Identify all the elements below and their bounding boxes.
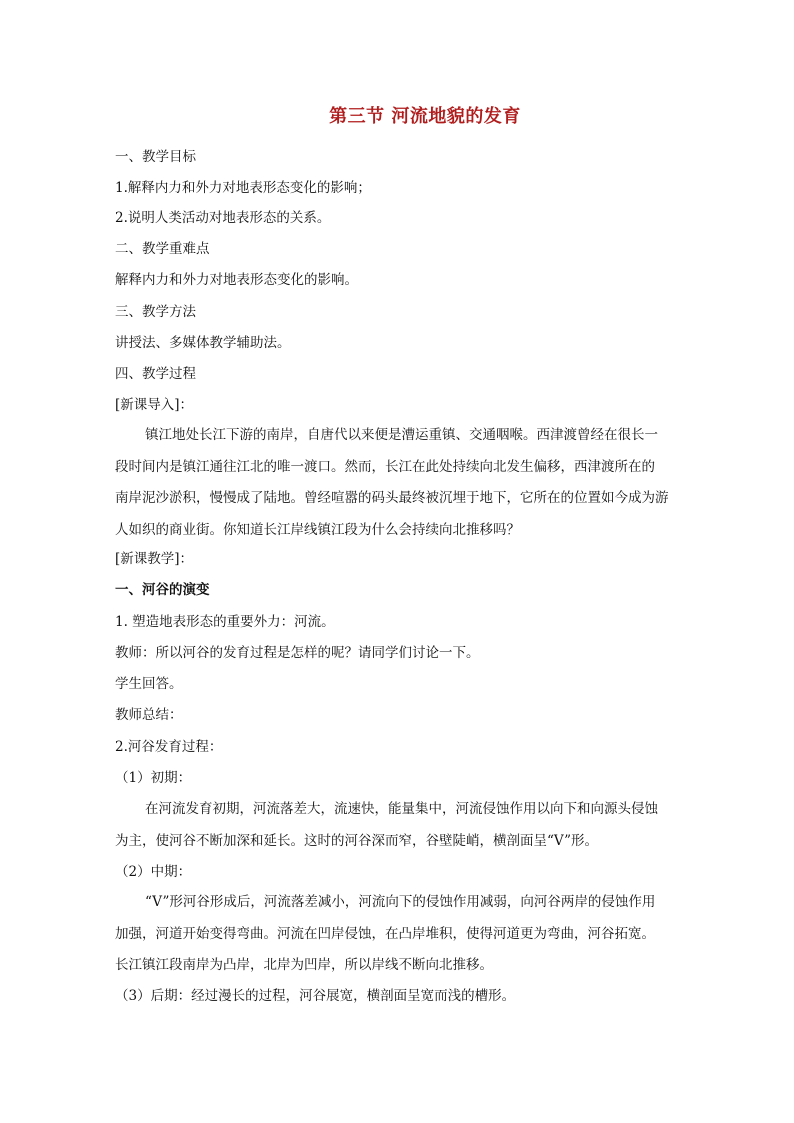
teacher-summary-label: 教师总结： (115, 707, 183, 723)
section-heading-process: 四、教学过程 (115, 366, 196, 382)
mid-paragraph (115, 887, 681, 982)
mid-line: “V”形河谷形成后，河流落差减小，河流向下的侵蚀作用减弱，向河谷两岸的侵蚀作用 (145, 894, 656, 910)
stage-early-label: （1）初期： (115, 770, 192, 786)
point-1: 1. 塑造地表形态的重要外力：河流。 (115, 614, 335, 630)
section-heading-objectives: 一、教学目标 (115, 149, 196, 165)
new-teaching-label: [新课教学]： (115, 551, 194, 567)
early-line: 在河流发育初期，河流落差大，流速快，能量集中，河流侵蚀作用以向下和向源头侵蚀 (145, 801, 658, 817)
mid-line: 加强，河道开始变得弯曲。河流在凹岸侵蚀，在凸岸堆积，使得河道更为弯曲，河谷拓宽。 (115, 925, 655, 942)
new-lesson-intro-label: [新课导入]： (115, 397, 194, 413)
intro-line: 镇江地处长江下游的南岸，自唐代以来便是漕运重镇、交通咽喉。西津渡曾经在很长一 (145, 427, 658, 443)
stage-late-line: （3）后期：经过漫长的过程，河谷展宽，横剖面呈宽而浅的槽形。 (115, 988, 516, 1004)
key-point-text: 解释内力和外力对地表形态变化的影响。 (115, 272, 358, 288)
section-heading-key-points: 二、教学重难点 (115, 241, 210, 257)
intro-line: 段时间内是镇江通往江北的唯一渡口。然而，长江在此处持续向北发生偏移，西津渡所在的 (115, 458, 655, 475)
teacher-question: 教师：所以河谷的发育过程是怎样的呢？请同学们讨论一下。 (115, 645, 480, 661)
early-line: 为主，使河谷不断加深和延长。这时的河谷深而窄，谷壁陡峭，横剖面呈“V”形。 (115, 832, 599, 849)
intro-line: 人如织的商业街。你知道长江岸线镇江段为什么会持续向北推移吗？ (115, 521, 520, 538)
methods-text: 讲授法、多媒体教学辅助法。 (115, 335, 291, 351)
student-answer: 学生回答。 (115, 676, 183, 692)
mid-line: 长江镇江段南岸为凸岸，北岸为凹岸，所以岸线不断向北推移。 (115, 957, 493, 973)
objective-1: 1.解释内力和外力对地表形态变化的影响； (115, 180, 371, 196)
stage-mid-label: （2）中期： (115, 864, 192, 880)
lesson-title: 第三节 河流地貌的发育 (329, 106, 521, 127)
intro-paragraph (115, 420, 681, 546)
subsection-heading-valley: 一、河谷的演变 (115, 582, 210, 598)
early-paragraph (115, 794, 681, 857)
intro-line: 南岸泥沙淤积，慢慢成了陆地。曾经喧嚣的码头最终被沉埋于地下，它所在的位置如今成为游 (115, 490, 669, 506)
objective-2: 2.说明人类活动对地表形态的关系。 (115, 210, 331, 226)
section-heading-methods: 三、教学方法 (115, 304, 196, 320)
point-2: 2.河谷发育过程： (115, 739, 223, 755)
